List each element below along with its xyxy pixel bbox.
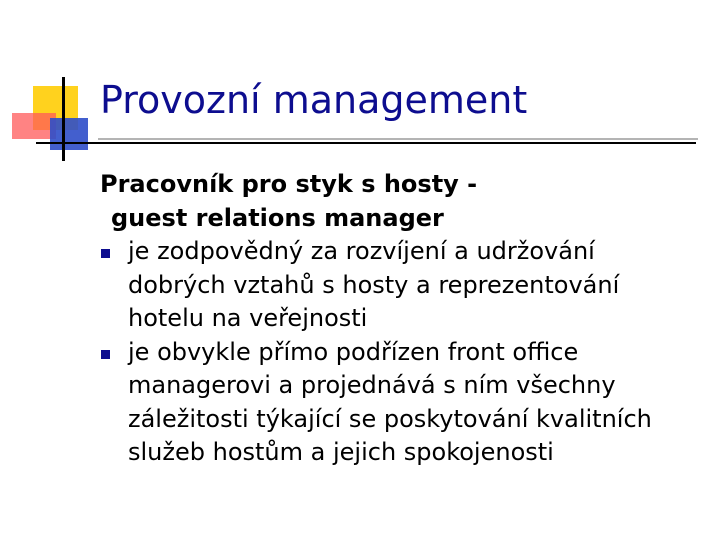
title-underline [36,142,696,144]
decor-blue-square [50,118,88,150]
section-heading: Pracovník pro styk s hosty - [100,170,478,198]
slide-title: Provozní management [100,78,528,122]
section-subheading: guest relations manager [111,203,444,232]
decor-vertical-line [62,77,65,161]
slide-content [100,168,700,470]
bullet-text: je zodpovědný za rozvíjení a udržování dobrých vztahů s hosty a reprezentování hotelu na veřejnosti [128,237,620,332]
title-underline-shadow [98,138,698,140]
square-bullet-icon [101,350,110,359]
square-bullet-icon [101,249,110,258]
bullet-item [100,336,700,470]
bullet-item [100,235,700,336]
bullet-text: je obvykle přímo podřízen front office managerovi a projednává s ním všechny záležitosti týkající se poskytování kvalitních služeb hostům a jejich spokojenosti [128,337,652,466]
